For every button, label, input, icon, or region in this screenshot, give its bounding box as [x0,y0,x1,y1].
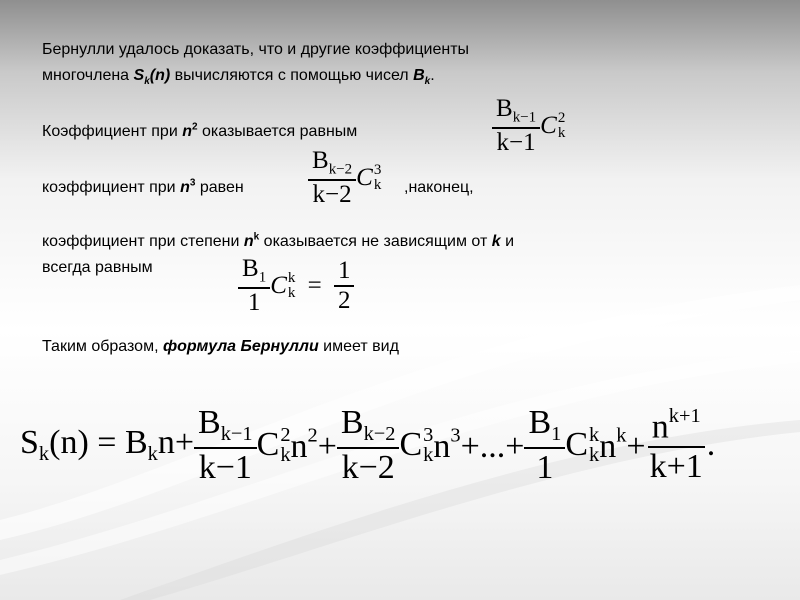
formula-coef-n3 [308,148,381,208]
mf-Ck-sup: k [589,423,600,446]
binom-Ck-sub: k [287,285,296,302]
mf-n2: n [290,427,308,465]
sk-subscript: k [144,76,150,88]
mf-S-arg: (n) [49,424,89,462]
conclusion-text: Таким образом, [42,338,163,355]
n2-exponent: 2 [191,121,198,133]
n3-exponent: 3 [189,177,196,189]
coef-n3-text: коэффициент при [42,179,181,196]
mf-n3-exp: 3 [450,424,461,447]
mf-nk-exp: k [616,424,627,447]
mf-fraction-2 [337,405,400,485]
intro-period: . [430,67,435,84]
intro-line-1 [42,38,469,62]
mf-B: B [124,424,148,462]
mf-fraction-1 [194,405,257,485]
equals-sign: = [307,272,322,300]
b1-subscript: 1 [258,269,267,286]
intro-line-2 [42,64,435,88]
coef-nk-text: коэффициент при степени [42,233,244,250]
coef-nk-mid: оказывается не зависящим от [259,233,492,250]
finally-text [404,176,474,200]
mf-f1-den: k−1 [198,448,252,486]
bk1-subscript: k−1 [512,109,537,126]
mf-n2-exp: 2 [307,424,318,447]
mf-C3: C [399,426,423,464]
mf-f3-sub: 1 [551,423,562,446]
mf-nk: n [599,427,617,465]
k-symbol: k [491,233,501,250]
mf-S-sub: k [38,443,50,466]
fraction-bk2 [308,148,356,208]
bk-symbol: B [413,67,425,84]
binom-Ck: C [270,272,287,300]
b1-B: B [242,255,259,282]
binom-C3-sub: k [373,177,382,194]
always-equal-line [42,256,153,280]
mf-plus-1: + [174,424,195,462]
bernoulli-formula-label: формула Бернулли [162,338,319,355]
mf-fraction-3 [524,405,565,485]
mf-f4-n: n [651,408,669,446]
formula-coef-n2 [492,96,565,156]
sk-argument: (n) [149,67,171,84]
fraction-half [334,258,355,315]
b1-denominator: 1 [247,289,261,316]
bk2-subscript: k−2 [328,161,353,178]
coef-n2-post: оказывается равным [197,123,358,140]
mf-C3-sub: k [423,444,434,467]
nk-symbol: n [243,233,254,250]
coef-nk-line [42,230,514,254]
half-numerator: 1 [334,258,355,287]
intro-text-2b: вычисляются с помощью чисел [170,67,414,84]
mf-C2-sup: 2 [280,423,291,446]
mf-C2-sub: k [280,444,291,467]
mf-plus-2: + [317,427,337,465]
binom-Ck-sup: k [287,270,296,287]
bk1-denominator: k−1 [496,129,536,156]
mf-n3: n [433,427,451,465]
mf-f3-den: 1 [536,448,554,486]
mf-f3-B: B [528,404,552,441]
nk-exponent: k [253,231,260,243]
conclusion-line [42,335,399,359]
mf-C3-sup: 3 [423,423,434,446]
mf-period: . [706,426,716,464]
sk-symbol: S [133,67,145,84]
bk1-B: B [496,95,513,122]
mf-Ck: C [565,426,589,464]
mf-S: S [20,424,39,462]
bk2-denominator: k−2 [312,181,352,208]
mf-f2-B: B [340,404,364,441]
binom-C2-sub: k [557,125,566,142]
bk-subscript: k [424,76,431,88]
binom-C2-sup: 2 [557,110,566,127]
mf-dots: +...+ [460,427,525,465]
formula-coef-nk [238,256,354,316]
always-equal-text: всегда равным [42,259,153,276]
bk2-B: B [312,147,329,174]
mf-f1-B: B [198,404,221,441]
coef-n3-line [42,176,244,200]
binom-C3: C [356,164,373,192]
mf-f2-den: k−2 [341,448,395,486]
mf-fraction-4 [646,406,707,485]
coef-n3-post: равен [195,179,244,196]
binom-C2: C [540,112,557,140]
half-denominator: 2 [337,287,351,315]
binom-C3-sup: 3 [373,162,382,179]
mf-plus-3: + [626,427,646,465]
n2-symbol: n [182,123,192,140]
bernoulli-formula [20,405,715,485]
mf-f2-sub: k−2 [363,423,396,446]
fraction-b1 [238,256,270,316]
coef-n2-text: Коэффициент при [42,123,183,140]
coef-nk-post: и [500,233,515,250]
mf-f4-sup: k+1 [668,404,701,427]
mf-Ck-sub: k [589,444,600,467]
mf-f4-den: k+1 [649,447,703,485]
coef-n2-line [42,120,357,144]
conclusion-post: имеет вид [318,338,399,355]
mf-f1-sub: k−1 [220,423,253,446]
intro-text-1: Бернулли удалось доказать, что и другие коэффициенты [42,41,470,58]
mf-n: n [157,424,175,462]
n3-symbol: n [180,179,190,196]
fraction-bk1 [492,96,540,156]
mf-C2: C [256,426,280,464]
mf-B-sub: k [147,443,158,466]
intro-text-2a: многочлена [42,67,134,84]
mf-equals: = [97,424,117,462]
finally-label: ,наконец, [404,179,474,196]
